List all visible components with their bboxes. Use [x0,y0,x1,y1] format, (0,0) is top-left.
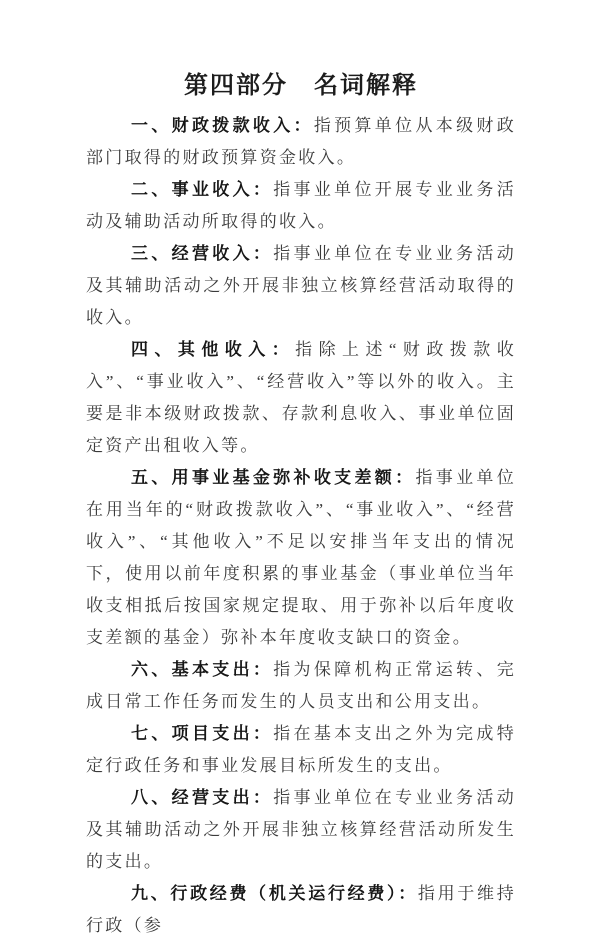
definition-paragraph [86,462,516,654]
page-title: 第四部分 名词解释 [184,72,418,99]
definition-text: 指事业单位开展专业业务活动及辅助活动所取得的收入。 [86,180,516,231]
definition-text: 指为保障机构正常运转、完成日常工作任务而发生的人员支出和公用支出。 [86,660,516,711]
term-label: 七、项目支出： [131,724,274,743]
term-label: 五、用事业基金弥补收支差额： [131,468,416,487]
term-label: 二、事业收入： [131,180,274,199]
term-label: 六、基本支出： [131,660,274,679]
term-label: 一、财政拨款收入： [131,116,314,135]
document-body [86,110,516,942]
definition-paragraph [86,110,516,174]
definition-paragraph [86,238,516,334]
definition-paragraph [86,654,516,718]
term-label: 三、经营收入： [131,244,274,263]
definition-paragraph [86,334,516,462]
term-label: 八、经营支出： [131,788,274,807]
definition-text: 指在基本支出之外为完成特定行政任务和事业发展目标所发生的支出。 [86,724,516,775]
definition-text: 指除上述“财政拨款收入”、“事业收入”、“经营收入”等以外的收入。主要是非本级财政拨款、存款利息收入、事业单位固定资产出租收入等。 [86,340,516,455]
term-label: 九、行政经费（机关运行经费）： [131,884,418,903]
term-label: 四、其他收入： [131,340,296,359]
definition-text: 指用于维持行政（参 [86,884,517,935]
definition-text: 指事业单位在专业业务活动及其辅助活动之外开展非独立核算经营活动取得的收入。 [86,244,516,327]
definition-paragraph [86,174,516,238]
definition-text: 指预算单位从本级财政部门取得的财政预算资金收入。 [86,116,517,167]
definition-paragraph [86,718,516,782]
definition-text: 指事业单位在用当年的“财政拨款收入”、“事业收入”、“经营收入”、“其他收入”不足以安排当年支出的情况下，使用以前年度积累的事业基金（事业单位当年收支相抵后按国家规定提取、用于弥补以后年度收支差额的基金）弥补本年度收支缺口的资金。 [86,468,517,647]
definition-paragraph [86,782,516,878]
definition-paragraph [86,878,516,942]
definition-text: 指事业单位在专业业务活动及其辅助活动之外开展非独立核算经营活动所发生的支出。 [86,788,516,871]
